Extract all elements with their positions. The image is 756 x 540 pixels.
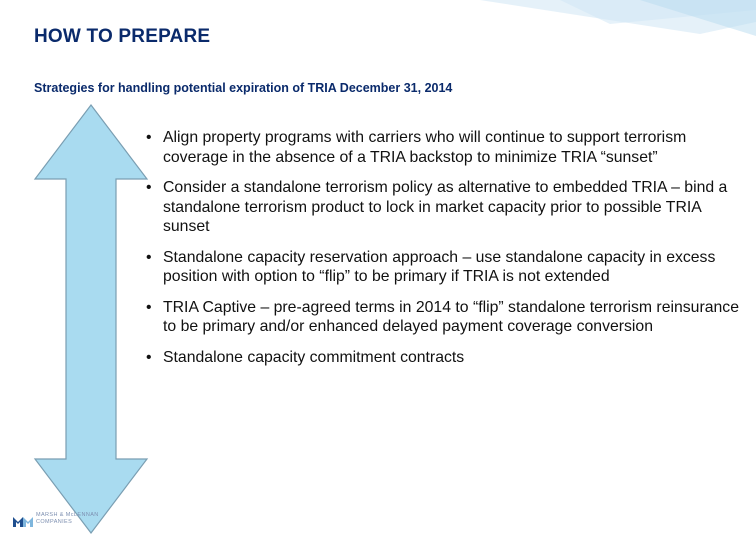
double-arrow-graphic: [33, 103, 149, 535]
company-logo: [12, 510, 132, 532]
list-item: [146, 178, 746, 237]
list-item: [146, 298, 746, 337]
bullet-marker: •: [146, 179, 152, 196]
bullet-text: Standalone capacity commitment contracts: [163, 348, 465, 366]
logo-wordmark: [36, 512, 99, 526]
bullet-text: Standalone capacity reservation approach – use standalone capacity in excess position with option to “flip” to be primary if TRIA is not extended: [163, 248, 716, 285]
page-title: HOW TO PREPARE: [34, 26, 211, 47]
bullet-text: Align property programs with carriers who will continue to support terrorism coverage in the absence of a TRIA backstop to minimize TRIA “sunset”: [163, 129, 687, 166]
bullet-text: TRIA Captive – pre-agreed terms in 2014 to “flip” standalone terrorism reinsurance to be primary and/or enhanced delayed payment coverage conversion: [163, 298, 739, 335]
bullet-text: Consider a standalone terrorism policy as alternative to embedded TRIA – bind a standalone terrorism product to lock in market capacity prior to possible TRIA sunset: [163, 179, 728, 235]
logo-line-1: MARSH & McLENNAN: [36, 512, 99, 518]
bullet-marker: •: [146, 248, 152, 266]
logo-line-2: COMPANIES: [36, 519, 73, 525]
list-item: [146, 128, 746, 167]
bullet-marker: •: [146, 298, 152, 316]
list-item: [146, 348, 746, 368]
bullet-marker: •: [146, 129, 152, 146]
marsh-logo-icon: [12, 514, 34, 528]
bullet-marker: •: [146, 348, 152, 366]
strategy-list: [146, 128, 746, 378]
list-item: [146, 248, 746, 287]
page-subtitle: Strategies for handling potential expiration of TRIA December 31, 2014: [34, 81, 453, 95]
